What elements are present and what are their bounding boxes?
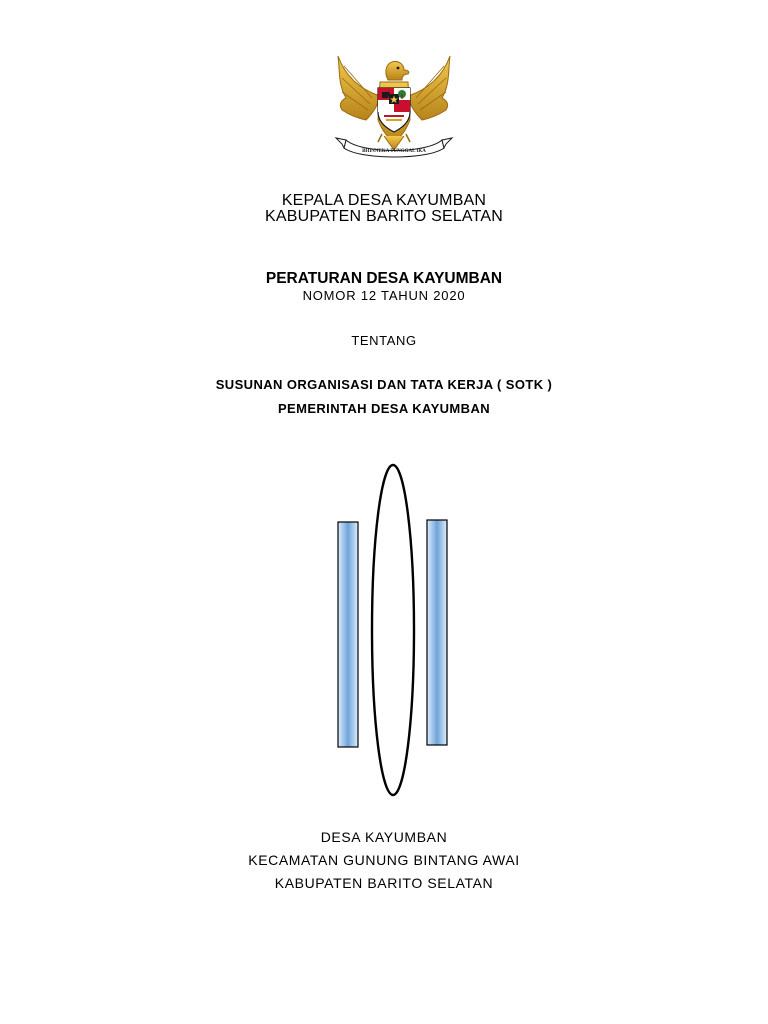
garuda-head-icon [386,61,409,80]
garuda-emblem [332,50,456,162]
footer-district: KECAMATAN GUNUNG BINTANG AWAI [248,852,520,868]
subject-line-1: SUSUNAN ORGANISASI DAN TATA KERJA ( SOTK ) [215,377,553,392]
regulation-title: PERATURAN DESA KAYUMBAN [265,270,503,287]
right-bar [427,520,447,745]
left-bar [338,522,358,747]
issuer-line-1: KEPALA DESA KAYUMBAN [281,192,487,209]
decorative-ornament [330,460,456,800]
footer-regency: KABUPATEN BARITO SELATAN [274,875,494,891]
right-wing-icon [408,56,450,120]
subject-line-2: PEMERINTAH DESA KAYUMBAN [277,401,491,416]
motto-text: BHINNEKA TUNGGAL IKA [362,149,426,154]
left-wing-icon [338,56,380,120]
regulation-number: NOMOR 12 TAHUN 2020 [302,288,466,303]
footer-village: DESA KAYUMBAN [320,829,448,845]
about-label: TENTANG [351,333,417,348]
center-ellipse [372,465,414,795]
issuer-line-2: KABUPATEN BARITO SELATAN [264,208,504,225]
